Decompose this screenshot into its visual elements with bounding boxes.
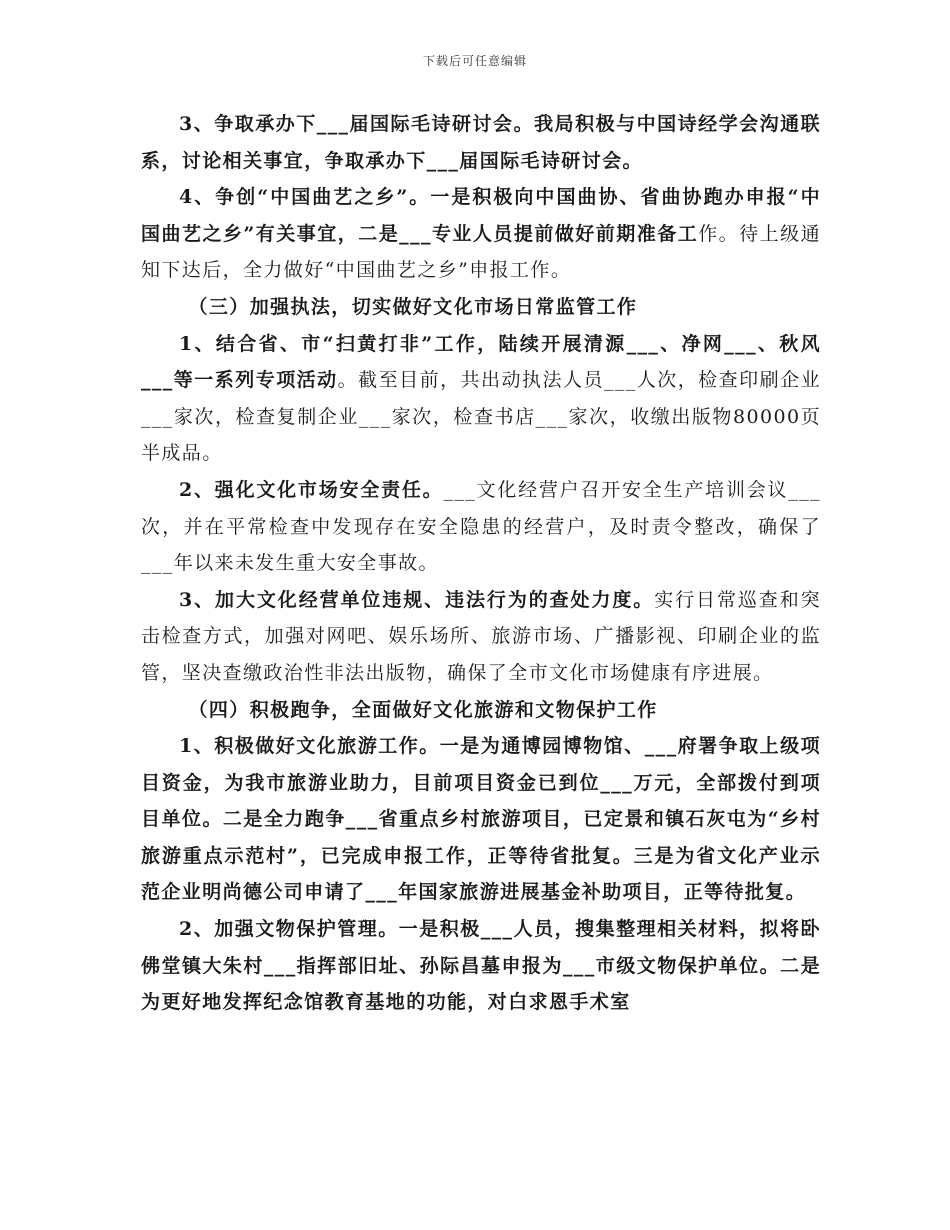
document-body <box>141 106 821 1021</box>
paragraph-safety: 2、强化文化市场安全责任。___文化经营户召开安全生产培训会议___次，并在平常检查中发现存在安全隐患的经营户，及时责令整改，确保了___年以来未发生重大安全事故。 <box>141 478 822 575</box>
paragraph-relics: 2、加强文物保护管理。一是积极___人员，搜集整理相关材料，拟将卧佛堂镇大朱村___指挥部旧址、孙际昌墓申报为___市级文物保护单位。二是为更好地发挥纪念馆教育基地的功能，对白求恩手术室 <box>141 918 821 1014</box>
paragraph-mao-poetry: 3、争取承办下___届国际毛诗研讨会。我局积极与中国诗经学会沟通联系，讨论相关事宜，争取承办下___届国际毛诗研讨会。 <box>141 113 821 172</box>
paragraph-tourism: 1、积极做好文化旅游工作。一是为通博园博物馆、___府署争取上级项目资金，为我市旅游业助力，目前项目资金已到位___万元，全部拨付到项目单位。二是全力跑争___省重点乡村旅游项目，已定景和镇石灰屯为“乡村旅游重点示范村”，已完成申报工作，正等待省批复。三是为省文化产业示范企业明尚德公司申请了___年国家旅游进展基金补助项目，正等待批复。 <box>141 735 821 904</box>
paragraph-quyi-hometown: 4、争创“中国曲艺之乡”。一是积极向中国曲协、省曲协跑办申报“中国曲艺之乡”有关事宜，二是___专业人员提前做好前期准备工作。待上级通知下达后，全力做好“中国曲艺之乡”申报工作。 <box>141 186 822 282</box>
section-heading-3: （三）加强执法，切实做好文化市场日常监管工作 <box>188 295 638 318</box>
page-header: 下载后可任意编辑 <box>422 54 527 68</box>
section-heading-4: （四）积极跑争，全面做好文化旅游和文物保护工作 <box>188 698 658 721</box>
paragraph-enforcement: 3、加大文化经营单位违规、违法行为的查处力度。实行日常巡查和突击检查方式，加强对网吧、娱乐场所、旅游市场、广播影视、印刷企业的监管，坚决查缴政治性非法出版物，确保了全市文化市场健康有序进展。 <box>141 588 822 684</box>
paragraph-campaigns: 1、结合省、市“扫黄打非”工作，陆续开展清源___、净网___、秋风___等一系列专项活动。截至目前，共出动执法人员___人次，检查印刷企业___家次，检查复制企业___家次，检查书店___家次，收缴出版物80000页半成品。 <box>141 332 821 465</box>
